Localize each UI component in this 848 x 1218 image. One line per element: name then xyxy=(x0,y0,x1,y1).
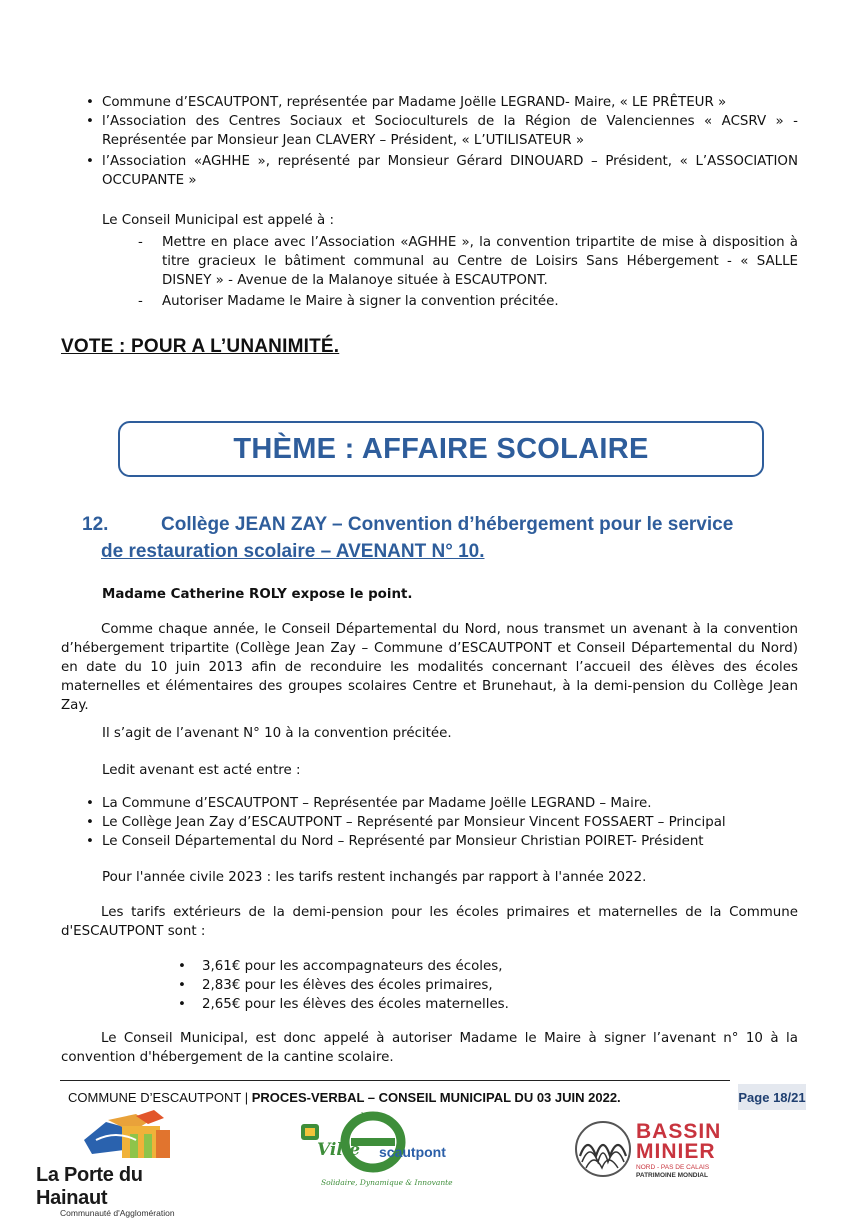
paragraph: Pour l'année civile 2023 : les tarifs restent inchangés par rapport à l'année 2022. xyxy=(102,870,647,885)
section-number: 12. xyxy=(82,514,109,535)
tarif-text: 2,65€ pour les élèves des écoles maternelles. xyxy=(202,997,509,1012)
party-list-item xyxy=(86,832,798,851)
bassin-logo-line2: MINIER xyxy=(636,1140,716,1163)
conseil-intro: Le Conseil Municipal est appelé à : xyxy=(102,213,335,228)
bullet-icon: • xyxy=(86,154,94,169)
bullet-icon: • xyxy=(86,796,94,811)
party-list-item xyxy=(86,152,798,190)
ville-logo-name: scautpont xyxy=(379,1144,446,1160)
bassin-logo-line1: BASSIN xyxy=(636,1120,722,1143)
porte-logo-name: La Porte du Hainaut xyxy=(36,1164,143,1209)
tarif-item xyxy=(178,995,509,1014)
presenter: Madame Catherine ROLY expose le point. xyxy=(102,587,413,602)
section-heading xyxy=(82,511,802,565)
paragraph: Le Conseil Municipal, est donc appelé à autoriser Madame le Maire à signer l’avenant n° 10 à la convention d'hébergement de la cantine scolaire. xyxy=(61,1031,798,1065)
tarif-text: 2,83€ pour les élèves des écoles primaires, xyxy=(202,978,493,993)
paragraph: Ledit avenant est acté entre : xyxy=(102,763,301,778)
tarif-item xyxy=(178,976,493,995)
bassin-minier-logo xyxy=(574,1120,814,1190)
party-text: Le Conseil Départemental du Nord – Représenté par Monsieur Christian POIRET- Président xyxy=(102,834,704,849)
party-text: l’Association «AGHHE », représenté par Monsieur Gérard DINOUARD – Président, « L’ASSOCIATION OCCUPANTE » xyxy=(102,154,798,188)
bullet-icon: • xyxy=(86,815,94,830)
footer-text xyxy=(68,1090,621,1105)
porte-du-hainaut-emblem-icon xyxy=(36,1110,216,1162)
conseil-item xyxy=(138,233,798,290)
porte-logo-subtitle: Communauté d'Agglomération xyxy=(60,1208,175,1218)
paragraph: Il s’agit de l’avenant N° 10 à la convention précitée. xyxy=(102,726,452,741)
party-list-item xyxy=(86,93,798,112)
bullet-icon: • xyxy=(178,959,186,974)
footer-commune: COMMUNE D’ESCAUTPONT xyxy=(68,1090,242,1105)
section-title-line1: Collège JEAN ZAY – Convention d’hébergement pour le service xyxy=(161,514,734,535)
porte-du-hainaut-logo xyxy=(36,1110,216,1218)
bullet-icon: • xyxy=(178,978,186,993)
bassin-minier-emblem-icon xyxy=(574,1120,632,1178)
tarif-item xyxy=(178,957,502,976)
tarif-text: 3,61€ pour les accompagnateurs des écoles, xyxy=(202,959,503,974)
bullet-icon: • xyxy=(86,95,94,110)
footer-pv: PROCES-VERBAL – CONSEIL MUNICIPAL DU 03 JUIN 2022. xyxy=(251,1090,621,1105)
section-title-line2: de restauration scolaire – AVENANT N° 10. xyxy=(101,541,485,562)
page-number-badge: Page 18/21 xyxy=(738,1084,806,1110)
conseil-item xyxy=(138,292,798,311)
party-text: Commune d’ESCAUTPONT, représentée par Madame Joëlle LEGRAND- Maire, « LE PRÊTEUR » xyxy=(102,95,727,110)
ville-logo-d: d' xyxy=(357,1112,367,1123)
party-text: l’Association des Centres Sociaux et Socioculturels de la Région de Valenciennes « ACSRV » - Représentée par Monsieur Jean CLAVERY – Président, « L’UTILISATEUR » xyxy=(102,114,798,148)
theme-title: THÈME : AFFAIRE SCOLAIRE xyxy=(233,432,649,465)
party-list-item xyxy=(86,112,798,150)
dash-marker: - xyxy=(138,294,143,309)
bullet-icon: • xyxy=(86,114,94,129)
ville-escautpont-logo xyxy=(295,1110,455,1195)
party-text: Le Collège Jean Zay d’ESCAUTPONT – Représenté par Monsieur Vincent FOSSAERT – Principal xyxy=(102,815,726,830)
bullet-icon: • xyxy=(86,834,94,849)
party-list-item xyxy=(86,813,798,832)
bassin-logo-line3: NORD - PAS DE CALAIS xyxy=(636,1164,710,1171)
conseil-item-text: Autoriser Madame le Maire à signer la convention précitée. xyxy=(162,294,559,309)
bullet-icon: • xyxy=(178,997,186,1012)
theme-box xyxy=(118,421,764,477)
party-list-item xyxy=(86,794,798,813)
ville-logo-word: Ville xyxy=(317,1140,361,1160)
vote-result: VOTE : POUR A L’UNANIMITÉ. xyxy=(61,336,340,357)
party-text: La Commune d’ESCAUTPONT – Représentée par Madame Joëlle LEGRAND – Maire. xyxy=(102,796,652,811)
bassin-logo-line4: PATRIMOINE MONDIAL xyxy=(636,1172,708,1179)
paragraph: Comme chaque année, le Conseil Départemental du Nord, nous transmet un avenant à la convention d’hébergement tripartite (Collège Jean Zay – Commune d’ESCAUTPONT et Conseil Départemental du Nord) en date du 10 juin 2013 afin de reconduire les modalités concernant l’accueil des élèves des écoles maternelles et élémentaires des groupes scolaires Centre et Brunehaut, à la demi-pension du Collège Jean Zay. xyxy=(61,622,798,713)
paragraph: Les tarifs extérieurs de la demi-pension pour les écoles primaires et maternelles de la Commune d'ESCAUTPONT sont : xyxy=(61,905,798,939)
ville-logo-slogan: Solidaire, Dynamique & Innovante xyxy=(321,1178,453,1187)
dash-marker: - xyxy=(138,235,143,250)
footer-divider xyxy=(60,1080,730,1081)
conseil-item-text: Mettre en place avec l’Association «AGHHE », la convention tripartite de mise à disposition à titre gracieux le bâtiment communal au Centre de Loisirs Sans Hébergement - « SALLE DISNEY » - Avenue de la Malanoye située à ESCAUTPONT. xyxy=(162,235,798,288)
footer-separator: | xyxy=(244,1090,249,1105)
